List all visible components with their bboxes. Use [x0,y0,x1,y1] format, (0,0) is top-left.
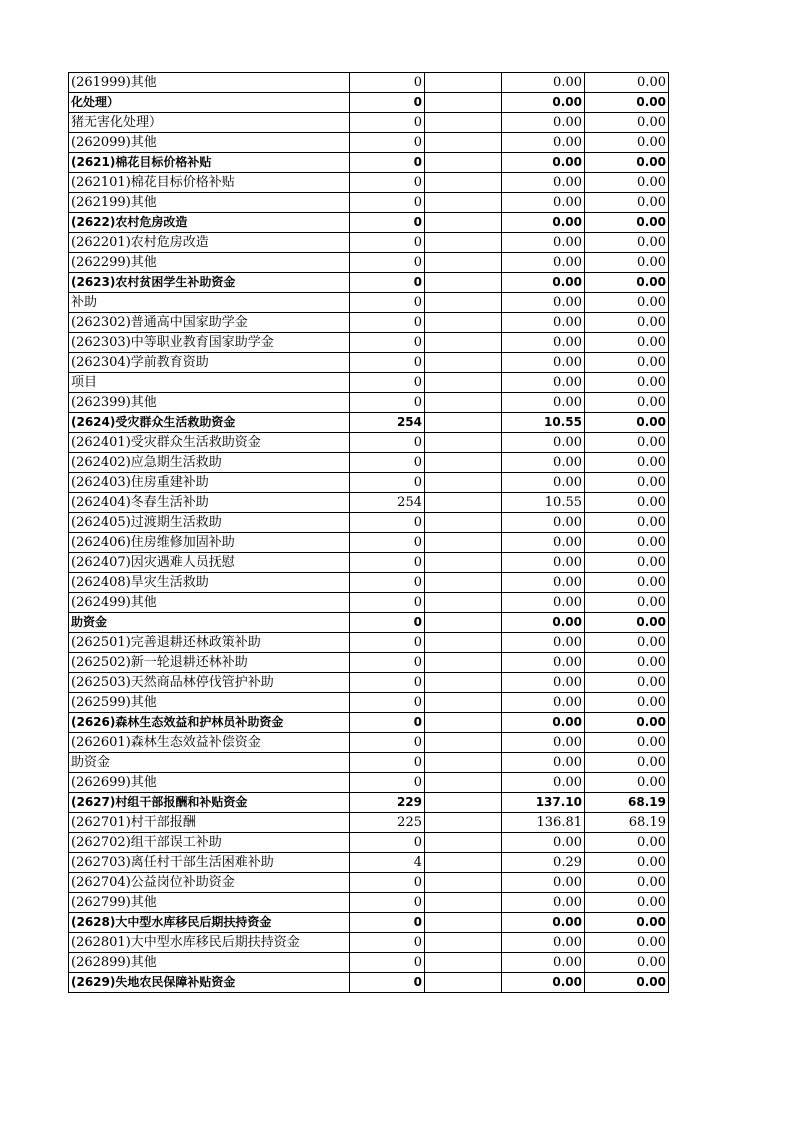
item-name-cell: (262404)冬春生活补助 [69,493,350,513]
table-category-row [69,213,669,233]
value-cell-1: 0 [350,213,425,233]
value-cell-1: 0 [350,133,425,153]
value-cell-4: 0.00 [585,713,669,733]
value-cell-1: 0 [350,153,425,173]
value-cell-2 [425,673,502,693]
value-cell-2 [425,653,502,673]
value-cell-4: 0.00 [585,553,669,573]
value-cell-4: 0.00 [585,493,669,513]
table-row [69,193,669,213]
value-cell-2 [425,173,502,193]
value-cell-3: 0.00 [502,213,585,233]
value-cell-2 [425,233,502,253]
value-cell-4: 0.00 [585,513,669,533]
table-row [69,833,669,853]
value-cell-4: 0.00 [585,153,669,173]
value-cell-3: 0.00 [502,833,585,853]
value-cell-4: 0.00 [585,273,669,293]
item-name-cell: (262703)离任村干部生活困难补助 [69,853,350,873]
item-name-cell: (262302)普通高中国家助学金 [69,313,350,333]
value-cell-1: 0 [350,373,425,393]
budget-table [68,72,669,993]
table-row [69,333,669,353]
table-row [69,633,669,653]
value-cell-2 [425,713,502,733]
value-cell-1: 0 [350,333,425,353]
value-cell-1: 0 [350,453,425,473]
value-cell-4: 0.00 [585,533,669,553]
value-cell-4: 0.00 [585,573,669,593]
value-cell-4: 0.00 [585,133,669,153]
value-cell-1: 0 [350,933,425,953]
item-name-cell: (262899)其他 [69,953,350,973]
value-cell-4: 0.00 [585,173,669,193]
item-name-cell: (262303)中等职业教育国家助学金 [69,333,350,353]
table-row [69,733,669,753]
value-cell-1: 0 [350,713,425,733]
value-cell-1: 0 [350,693,425,713]
value-cell-2 [425,153,502,173]
value-cell-4: 0.00 [585,453,669,473]
value-cell-2 [425,633,502,653]
value-cell-2 [425,833,502,853]
value-cell-4: 0.00 [585,653,669,673]
item-name-cell: (262402)应急期生活救助 [69,453,350,473]
value-cell-3: 0.00 [502,153,585,173]
value-cell-3: 136.81 [502,813,585,833]
value-cell-1: 0 [350,733,425,753]
value-cell-4: 0.00 [585,853,669,873]
value-cell-3: 0.00 [502,673,585,693]
table-category-row [69,713,669,733]
value-cell-1: 0 [350,633,425,653]
item-name-cell: (262099)其他 [69,133,350,153]
value-cell-2 [425,273,502,293]
value-cell-1: 0 [350,653,425,673]
value-cell-2 [425,393,502,413]
value-cell-3: 0.00 [502,873,585,893]
value-cell-2 [425,133,502,153]
value-cell-2 [425,333,502,353]
table-category-row [69,273,669,293]
table-row [69,593,669,613]
value-cell-4: 0.00 [585,233,669,253]
item-name-cell: 化处理） [69,93,350,113]
value-cell-1: 0 [350,293,425,313]
table-row [69,473,669,493]
table-row [69,393,669,413]
value-cell-3: 0.00 [502,433,585,453]
item-name-cell: (262401)受灾群众生活救助资金 [69,433,350,453]
item-name-cell: (262801)大中型水库移民后期扶持资金 [69,933,350,953]
value-cell-4: 0.00 [585,873,669,893]
value-cell-1: 0 [350,473,425,493]
value-cell-4: 0.00 [585,193,669,213]
item-name-cell: 补助 [69,293,350,313]
item-name-cell: (262304)学前教育资助 [69,353,350,373]
value-cell-2 [425,473,502,493]
value-cell-4: 0.00 [585,313,669,333]
value-cell-4: 68.19 [585,813,669,833]
item-name-cell: (262503)天然商品林停伐管护补助 [69,673,350,693]
value-cell-4: 0.00 [585,953,669,973]
value-cell-2 [425,353,502,373]
value-cell-3: 0.00 [502,313,585,333]
value-cell-2 [425,873,502,893]
value-cell-3: 0.00 [502,913,585,933]
value-cell-3: 0.00 [502,633,585,653]
value-cell-2 [425,493,502,513]
item-name-cell: (262502)新一轮退耕还林补助 [69,653,350,673]
table-row [69,753,669,773]
value-cell-2 [425,593,502,613]
value-cell-3: 0.00 [502,173,585,193]
budget-table-body [69,73,669,993]
table-row [69,233,669,253]
value-cell-1: 0 [350,833,425,853]
value-cell-2 [425,313,502,333]
value-cell-2 [425,893,502,913]
item-name-cell: (262704)公益岗位补助资金 [69,873,350,893]
item-name-cell: (262403)住房重建补助 [69,473,350,493]
value-cell-4: 0.00 [585,593,669,613]
table-row [69,893,669,913]
value-cell-3: 0.00 [502,93,585,113]
table-category-row [69,973,669,993]
table-row [69,353,669,373]
table-row [69,133,669,153]
value-cell-4: 0.00 [585,333,669,353]
value-cell-3: 137.10 [502,793,585,813]
table-row [69,953,669,973]
value-cell-4: 0.00 [585,693,669,713]
item-name-cell: 猪无害化处理） [69,113,350,133]
table-category-row [69,93,669,113]
value-cell-2 [425,913,502,933]
item-name-cell: (2621)棉花目标价格补贴 [69,153,350,173]
value-cell-2 [425,933,502,953]
value-cell-3: 0.00 [502,373,585,393]
value-cell-3: 0.00 [502,573,585,593]
value-cell-1: 0 [350,873,425,893]
value-cell-1: 0 [350,553,425,573]
table-row [69,933,669,953]
item-name-cell: (262399)其他 [69,393,350,413]
table-row [69,433,669,453]
value-cell-3: 0.00 [502,113,585,133]
table-row [69,373,669,393]
table-row [69,873,669,893]
value-cell-2 [425,613,502,633]
value-cell-4: 0.00 [585,473,669,493]
item-name-cell: (262407)因灾遇难人员抚慰 [69,553,350,573]
value-cell-4: 0.00 [585,413,669,433]
item-name-cell: 助资金 [69,613,350,633]
value-cell-4: 0.00 [585,113,669,133]
table-row [69,773,669,793]
item-name-cell: (2626)森林生态效益和护林员补助资金 [69,713,350,733]
value-cell-3: 0.00 [502,513,585,533]
value-cell-3: 0.00 [502,133,585,153]
item-name-cell: 助资金 [69,753,350,773]
value-cell-2 [425,93,502,113]
value-cell-3: 0.00 [502,933,585,953]
value-cell-4: 0.00 [585,833,669,853]
value-cell-3: 0.00 [502,193,585,213]
table-category-row [69,413,669,433]
value-cell-3: 0.00 [502,533,585,553]
value-cell-2 [425,293,502,313]
table-row [69,293,669,313]
table-row [69,513,669,533]
value-cell-1: 0 [350,193,425,213]
value-cell-2 [425,793,502,813]
table-row [69,853,669,873]
item-name-cell: (2623)农村贫困学生补助资金 [69,273,350,293]
value-cell-4: 0.00 [585,733,669,753]
value-cell-1: 0 [350,533,425,553]
value-cell-2 [425,373,502,393]
table-row [69,493,669,513]
value-cell-3: 0.00 [502,453,585,473]
value-cell-3: 10.55 [502,493,585,513]
value-cell-3: 0.00 [502,273,585,293]
item-name-cell: 项目 [69,373,350,393]
value-cell-2 [425,573,502,593]
value-cell-3: 0.00 [502,973,585,993]
table-row [69,73,669,93]
value-cell-2 [425,213,502,233]
value-cell-1: 0 [350,773,425,793]
item-name-cell: (262299)其他 [69,253,350,273]
table-row [69,813,669,833]
value-cell-1: 0 [350,173,425,193]
item-name-cell: (2629)失地农民保障补贴资金 [69,973,350,993]
table-row [69,653,669,673]
table-row [69,453,669,473]
value-cell-4: 0.00 [585,353,669,373]
value-cell-1: 4 [350,853,425,873]
value-cell-1: 0 [350,313,425,333]
item-name-cell: (262701)村干部报酬 [69,813,350,833]
value-cell-2 [425,953,502,973]
value-cell-3: 0.00 [502,293,585,313]
value-cell-3: 0.00 [502,253,585,273]
item-name-cell: (262405)过渡期生活救助 [69,513,350,533]
value-cell-4: 0.00 [585,253,669,273]
value-cell-3: 0.00 [502,353,585,373]
value-cell-4: 0.00 [585,373,669,393]
value-cell-3: 0.00 [502,393,585,413]
value-cell-1: 0 [350,893,425,913]
item-name-cell: (262101)棉花目标价格补贴 [69,173,350,193]
table-row [69,253,669,273]
value-cell-3: 0.00 [502,713,585,733]
value-cell-4: 0.00 [585,753,669,773]
table-row [69,573,669,593]
value-cell-1: 0 [350,273,425,293]
item-name-cell: (262599)其他 [69,693,350,713]
value-cell-1: 0 [350,913,425,933]
value-cell-3: 0.00 [502,593,585,613]
value-cell-2 [425,973,502,993]
table-category-row [69,913,669,933]
value-cell-3: 0.00 [502,693,585,713]
item-name-cell: (262501)完善退耕还林政策补助 [69,633,350,653]
value-cell-1: 0 [350,593,425,613]
value-cell-1: 0 [350,953,425,973]
table-row [69,553,669,573]
value-cell-2 [425,453,502,473]
value-cell-2 [425,113,502,133]
value-cell-2 [425,773,502,793]
value-cell-1: 0 [350,93,425,113]
item-name-cell: (262201)农村危房改造 [69,233,350,253]
value-cell-4: 0.00 [585,913,669,933]
value-cell-4: 0.00 [585,293,669,313]
value-cell-3: 0.00 [502,473,585,493]
value-cell-1: 229 [350,793,425,813]
value-cell-4: 0.00 [585,213,669,233]
value-cell-1: 0 [350,113,425,133]
value-cell-3: 0.00 [502,233,585,253]
value-cell-1: 254 [350,413,425,433]
table-row [69,673,669,693]
item-name-cell: (2622)农村危房改造 [69,213,350,233]
item-name-cell: (2624)受灾群众生活救助资金 [69,413,350,433]
value-cell-4: 0.00 [585,973,669,993]
value-cell-1: 0 [350,753,425,773]
table-row [69,173,669,193]
value-cell-4: 0.00 [585,893,669,913]
value-cell-1: 0 [350,573,425,593]
item-name-cell: (2628)大中型水库移民后期扶持资金 [69,913,350,933]
value-cell-1: 0 [350,673,425,693]
value-cell-2 [425,693,502,713]
value-cell-3: 10.55 [502,413,585,433]
value-cell-3: 0.00 [502,753,585,773]
value-cell-2 [425,73,502,93]
value-cell-3: 0.00 [502,733,585,753]
item-name-cell: (262601)森林生态效益补偿资金 [69,733,350,753]
value-cell-4: 68.19 [585,793,669,813]
table-category-row [69,153,669,173]
value-cell-3: 0.00 [502,73,585,93]
value-cell-3: 0.29 [502,853,585,873]
value-cell-3: 0.00 [502,953,585,973]
value-cell-1: 0 [350,973,425,993]
item-name-cell: (261999)其他 [69,73,350,93]
item-name-cell: (262199)其他 [69,193,350,213]
table-row [69,533,669,553]
value-cell-2 [425,513,502,533]
value-cell-1: 0 [350,353,425,373]
item-name-cell: (262499)其他 [69,593,350,613]
value-cell-2 [425,193,502,213]
value-cell-3: 0.00 [502,893,585,913]
value-cell-4: 0.00 [585,93,669,113]
item-name-cell: (262702)组干部误工补助 [69,833,350,853]
item-name-cell: (2627)村组干部报酬和补贴资金 [69,793,350,813]
value-cell-2 [425,853,502,873]
value-cell-4: 0.00 [585,933,669,953]
value-cell-1: 0 [350,253,425,273]
item-name-cell: (262406)住房维修加固补助 [69,533,350,553]
table-row [69,113,669,133]
value-cell-1: 0 [350,393,425,413]
value-cell-2 [425,813,502,833]
value-cell-4: 0.00 [585,433,669,453]
value-cell-2 [425,753,502,773]
value-cell-1: 254 [350,493,425,513]
value-cell-1: 0 [350,73,425,93]
value-cell-4: 0.00 [585,773,669,793]
value-cell-3: 0.00 [502,773,585,793]
value-cell-1: 0 [350,613,425,633]
value-cell-2 [425,413,502,433]
value-cell-2 [425,433,502,453]
value-cell-3: 0.00 [502,553,585,573]
item-name-cell: (262699)其他 [69,773,350,793]
table-category-row [69,613,669,633]
item-name-cell: (262408)旱灾生活救助 [69,573,350,593]
value-cell-3: 0.00 [502,613,585,633]
value-cell-2 [425,733,502,753]
table-row [69,693,669,713]
value-cell-1: 0 [350,513,425,533]
value-cell-2 [425,553,502,573]
value-cell-2 [425,253,502,273]
value-cell-1: 0 [350,433,425,453]
value-cell-1: 0 [350,233,425,253]
value-cell-3: 0.00 [502,333,585,353]
value-cell-4: 0.00 [585,673,669,693]
value-cell-3: 0.00 [502,653,585,673]
value-cell-4: 0.00 [585,393,669,413]
value-cell-4: 0.00 [585,613,669,633]
value-cell-4: 0.00 [585,633,669,653]
value-cell-2 [425,533,502,553]
value-cell-4: 0.00 [585,73,669,93]
value-cell-1: 225 [350,813,425,833]
item-name-cell: (262799)其他 [69,893,350,913]
table-row [69,313,669,333]
table-category-row [69,793,669,813]
